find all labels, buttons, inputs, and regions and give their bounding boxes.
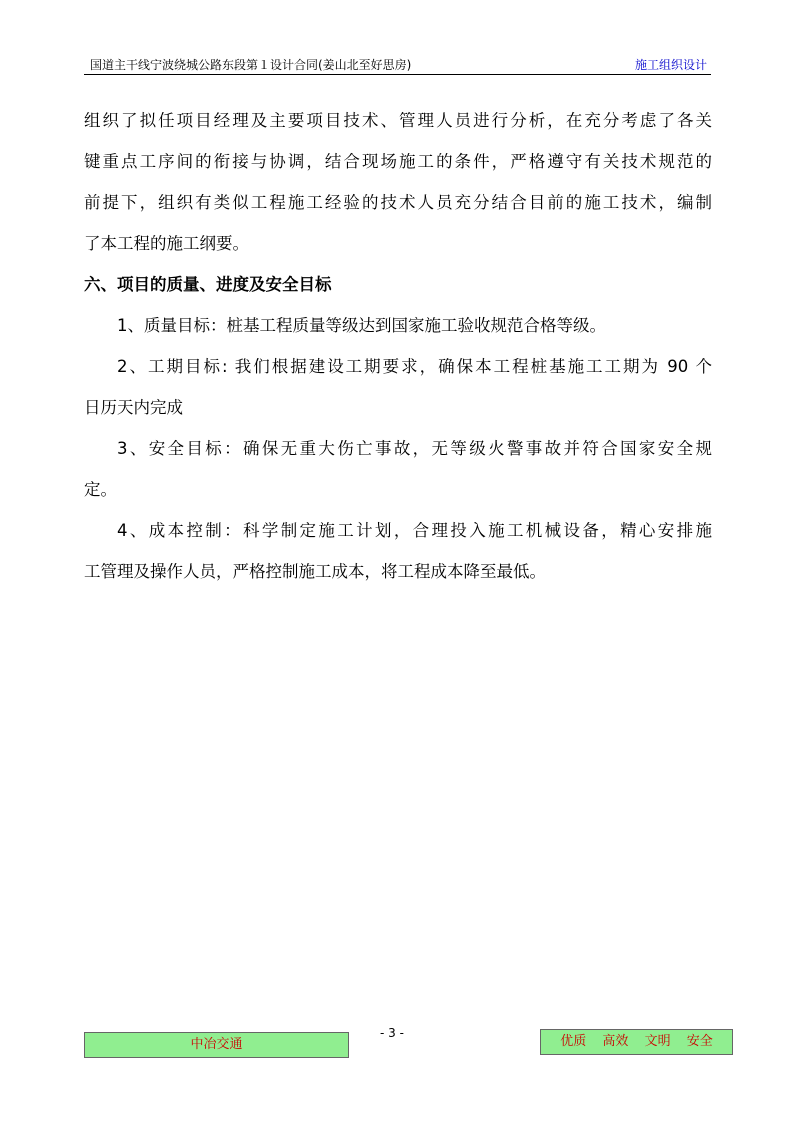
paragraph-line: 组织了拟任项目经理及主要项目技术、管理人员进行分析，在充分考虑了各关: [84, 111, 712, 130]
quality-goal: 1、质量目标：桩基工程质量等级达到国家施工验收规范合格等级。: [117, 316, 606, 335]
company-name: 中冶交通: [190, 1037, 243, 1052]
section-heading: 六、项目的质量、进度及安全目标: [84, 275, 332, 294]
page-header: [84, 56, 711, 75]
safety-goal-line1: 3、安全目标：确保无重大伤亡事故，无等级火警事故并符合国家安全规: [117, 439, 712, 458]
slogan-word: 安全: [686, 1034, 713, 1049]
paragraph-line: 键重点工序间的衔接与协调，结合现场施工的条件，严格遵守有关技术规范的: [84, 152, 712, 171]
document-title: 国道主干线宁波绕城公路东段第１设计合同(姜山北至好思房): [90, 58, 412, 72]
document-section-title: 施工组织设计: [634, 58, 707, 72]
cost-control-line2: 工管理及操作人员，严格控制施工成本，将工程成本降至最低。: [84, 562, 546, 581]
paragraph-line: 前提下，组织有类似工程施工经验的技术人员充分结合目前的施工技术，编制: [84, 193, 712, 212]
cost-control-line1: 4、成本控制：科学制定施工计划，合理投入施工机械设备，精心安排施: [117, 521, 712, 540]
slogan-word: 优质: [560, 1034, 587, 1049]
footer-company-box: [84, 1032, 349, 1058]
safety-goal-line2: 定。: [84, 480, 117, 499]
page-number: - 3 -: [380, 1026, 404, 1040]
paragraph-line: 了本工程的施工纲要。: [84, 234, 249, 253]
document-body: [84, 100, 712, 592]
schedule-goal-line2: 日历天内完成: [84, 398, 183, 417]
schedule-goal-line1: 2、工期目标: 我们根据建设工期要求，确保本工程桩基施工工期为 90 个: [117, 357, 712, 376]
slogan-word: 文明: [644, 1034, 671, 1049]
footer-slogan-box: [540, 1029, 733, 1055]
slogan-word: 高效: [602, 1034, 629, 1049]
